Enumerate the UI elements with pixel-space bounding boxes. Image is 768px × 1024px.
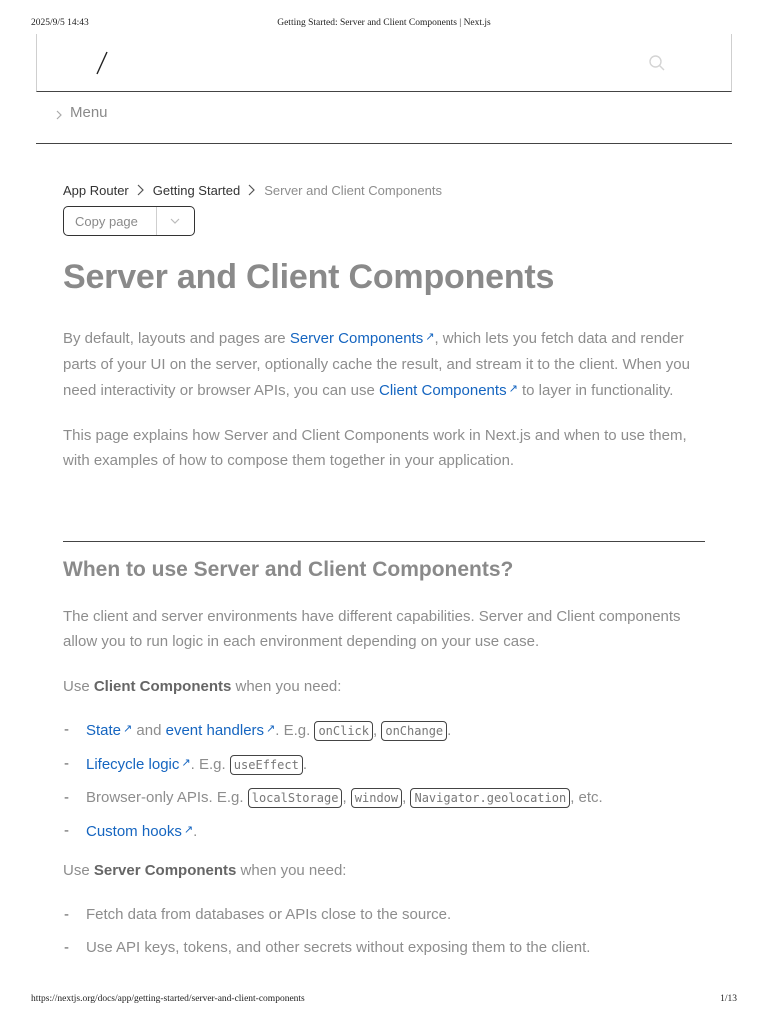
inline-code: onClick [314, 721, 373, 741]
client-components-link[interactable] [379, 382, 518, 399]
text: , [342, 789, 351, 806]
page-title: Server and Client Components [63, 258, 555, 296]
link-text: Client Components [379, 382, 507, 399]
text: . E.g. [190, 756, 230, 773]
external-link-icon: ↗ [425, 331, 435, 343]
inline-code: onChange [381, 721, 447, 741]
site-header [36, 34, 732, 92]
inline-code: window [351, 788, 402, 808]
text: . [193, 823, 198, 840]
list-item: - Use API keys, tokens, and other secrets without exposing them to the client. [63, 931, 705, 964]
breadcrumb-getting-started[interactable]: Getting Started [152, 182, 241, 198]
chevron-right-icon [240, 183, 264, 197]
text: , which lets you fetch data and render parts of your UI on the server, optionally cache the result, and stream it to the client. When you need interactivity or browser APIs, you can use [63, 330, 690, 399]
chevron-right-icon [129, 183, 153, 197]
breadcrumb-current: Server and Client Components [264, 182, 442, 198]
breadcrumb [63, 181, 442, 199]
link-text: Server Components [289, 330, 424, 347]
external-link-icon: ↗ [123, 723, 133, 735]
text: Use [63, 862, 94, 879]
copy-page-dropdown[interactable] [157, 214, 194, 228]
text: to layer in functionality. [517, 382, 674, 399]
intro-paragraph-2: This page explains how Server and Client Components work in Next.js and when to use them, with examples of how to compose them together in your application. [63, 426, 687, 469]
text: . [447, 722, 452, 739]
custom-hooks-link[interactable] [86, 823, 193, 840]
text: Browser-only APIs. E.g. [86, 789, 248, 806]
external-link-icon: ↗ [181, 757, 191, 769]
print-footer [31, 994, 737, 1006]
state-link[interactable] [86, 722, 132, 739]
print-datetime: 2025/9/5 14:43 [31, 18, 89, 28]
list-item [63, 713, 705, 747]
text: when you need: [236, 862, 347, 879]
menu-label: Menu [70, 104, 108, 121]
list-item [63, 781, 705, 814]
server-components-strong: Server Components [93, 862, 237, 879]
article [63, 254, 705, 964]
menu-bar[interactable] [36, 92, 732, 144]
external-link-icon: ↗ [266, 723, 276, 735]
text: , [373, 722, 382, 739]
text: , etc. [570, 789, 603, 806]
link-text: State [86, 722, 122, 739]
event-handlers-link[interactable] [166, 722, 276, 739]
server-lead [63, 858, 705, 884]
copy-page-label: Copy page [75, 213, 138, 229]
link-text: event handlers [165, 722, 265, 739]
text: when you need: [231, 677, 342, 695]
chevron-down-icon [169, 214, 181, 228]
server-use-list [63, 898, 705, 964]
external-link-icon: ↗ [508, 383, 518, 395]
text: By default, layouts and pages are [63, 330, 290, 347]
print-header [31, 18, 737, 30]
lifecycle-logic-link[interactable] [86, 756, 191, 773]
text: Use [63, 677, 94, 695]
copy-page-button[interactable] [63, 206, 195, 236]
client-lead [63, 674, 705, 700]
section-divider [63, 541, 705, 542]
list-item: - Fetch data from databases or APIs close to the source. [63, 898, 705, 931]
intro-paragraph [63, 325, 705, 404]
text: . E.g. [275, 722, 315, 739]
inline-code: localStorage [248, 788, 343, 808]
chevron-right-icon [54, 108, 64, 122]
inline-code: Navigator.geolocation [410, 788, 570, 808]
link-text: Custom hooks [86, 823, 182, 840]
text: and [132, 722, 166, 739]
external-link-icon: ↗ [183, 824, 194, 836]
list-item [63, 747, 705, 781]
client-components-strong: Client Components [93, 677, 232, 695]
search-icon[interactable] [648, 54, 666, 72]
client-use-list [63, 713, 705, 848]
print-title: Getting Started: Server and Client Components | Next.js [277, 18, 491, 28]
breadcrumb-app-router[interactable]: App Router [63, 182, 129, 198]
text: . [302, 756, 307, 773]
slash-icon[interactable] [95, 50, 109, 76]
section-paragraph: The client and server environments have different capabilities. Server and Client components allow you to run logic in each environment depending on your use case. [63, 607, 681, 650]
list-item [63, 814, 705, 848]
section-heading: When to use Server and Client Components? [63, 557, 514, 581]
text: , [402, 789, 411, 806]
print-url: https://nextjs.org/docs/app/getting-started/server-and-client-components [31, 994, 305, 1004]
server-components-link[interactable] [290, 330, 435, 347]
print-page-number: 1/13 [720, 994, 737, 1004]
link-text: Lifecycle logic [86, 756, 180, 773]
inline-code: useEffect [230, 755, 303, 775]
